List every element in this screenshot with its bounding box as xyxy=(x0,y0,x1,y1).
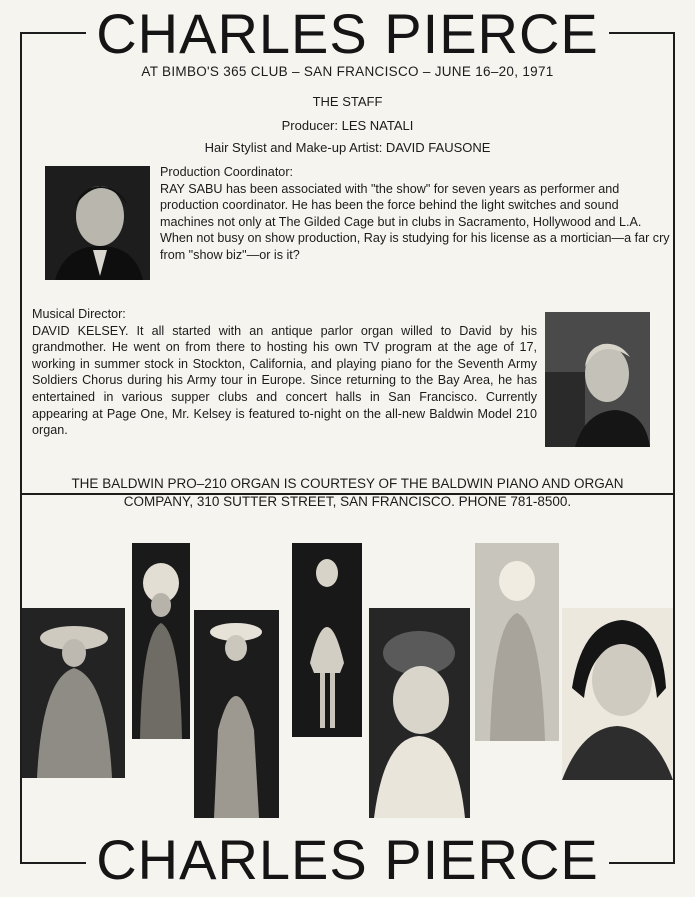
frame-right-lower xyxy=(673,493,675,863)
footer-title-text: CHARLES PIERCE xyxy=(86,828,609,891)
performer-photo-4 xyxy=(292,543,362,737)
performer-photo-5 xyxy=(369,608,470,818)
header-title xyxy=(0,4,695,64)
production-coordinator-bio xyxy=(160,164,670,264)
producer-line: Producer: LES NATALI xyxy=(281,118,414,133)
david-kelsey-photo xyxy=(545,312,650,447)
footer-title xyxy=(0,830,695,890)
production-coordinator-text: RAY SABU has been associated with "the show" for seven years as performer and production coordinator. He has been the force behind the light switches and sound machines not only at The Gilded Cage but in clubs in Sacramento, Hollywood and L.A. When not busy on show production, Ray is studying for his license as a mortician—a far cry from "show biz"—or is it? xyxy=(160,181,670,262)
musical-director-bio xyxy=(32,306,537,439)
performer-photo-2 xyxy=(132,543,190,739)
production-coordinator-role: Production Coordinator: xyxy=(160,165,294,179)
header-title-text: CHARLES PIERCE xyxy=(86,2,609,65)
organ-courtesy-notice: THE BALDWIN PRO–210 ORGAN IS COURTESY OF THE BALDWIN PIANO AND ORGAN COMPANY, 310 SUTTER STREET, SAN FRANCISCO. PHONE 781-8500. xyxy=(71,476,624,509)
venue-line: AT BIMBO'S 365 CLUB – SAN FRANCISCO – JUNE 16–20, 1971 xyxy=(141,64,554,79)
performer-photo-1 xyxy=(22,608,125,778)
performer-photo-6 xyxy=(475,543,559,741)
performer-photo-7 xyxy=(562,608,673,780)
musical-director-text: DAVID KELSEY. It all started with an antique parlor organ willed to David by his grandmother. He went on from there to hosting his own TV program at the age of 17, working in summer stock in Stockton, California, and playing piano for the Seventh Army Soldiers Chorus during his Army tour in Europe. Since returning to the Bay Area, he has entertained in various supper clubs and concert halls in San Francisco. Currently appearing at Page One, Mr. Kelsey is featured to-night on the all-new Baldwin Model 210 organ. xyxy=(32,323,537,438)
performer-photo-3 xyxy=(194,610,279,818)
ray-sabu-photo xyxy=(45,166,150,280)
hair-makeup-line: Hair Stylist and Make-up Artist: DAVID FAUSONE xyxy=(204,140,491,155)
staff-heading: THE STAFF xyxy=(312,94,383,109)
musical-director-role: Musical Director: xyxy=(32,307,126,321)
